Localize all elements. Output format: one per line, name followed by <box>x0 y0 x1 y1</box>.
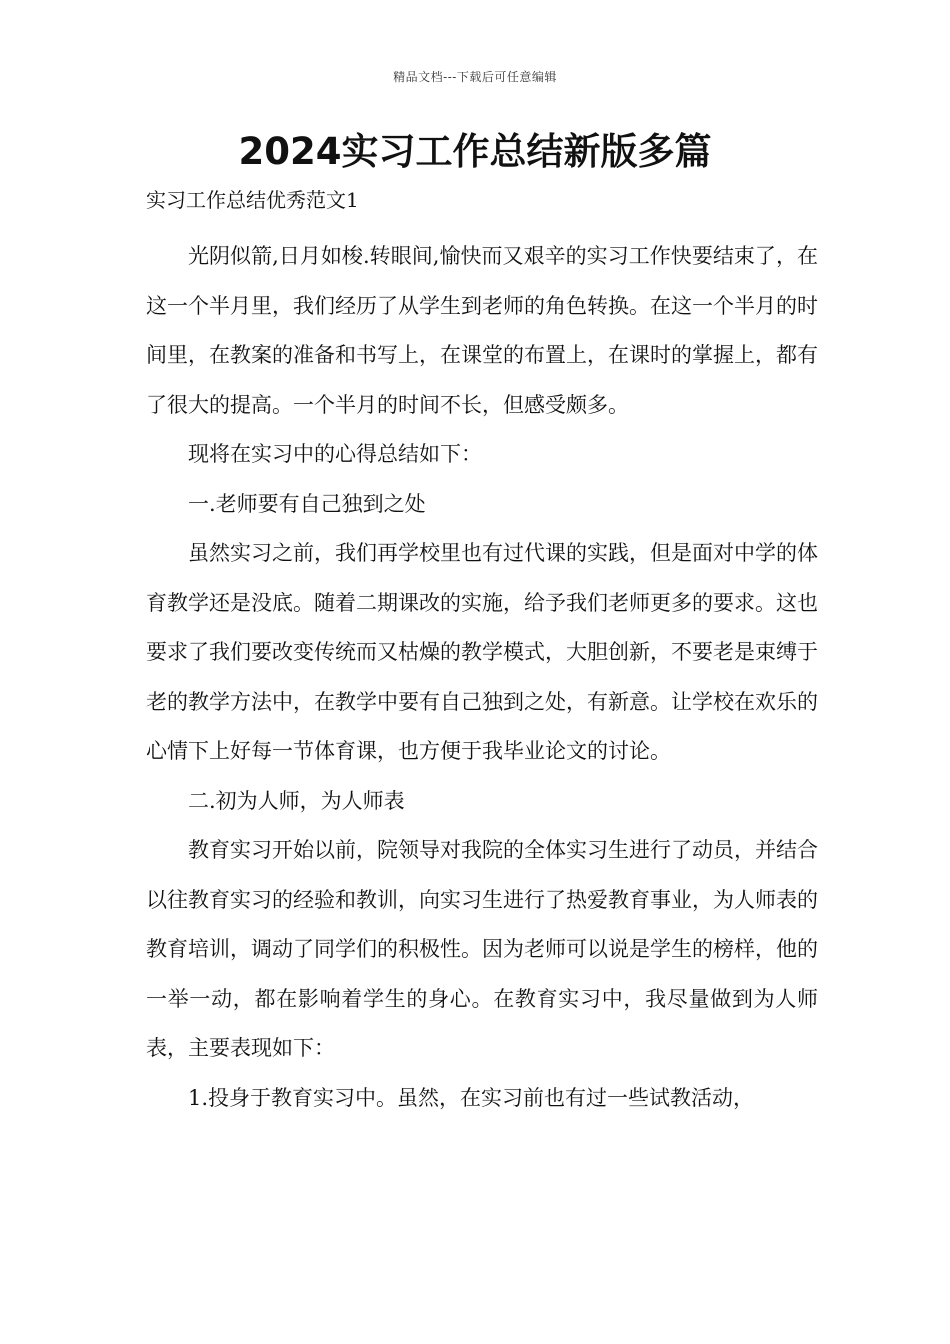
document-title: 2024实习工作总结新版多篇 <box>238 130 712 173</box>
paragraph-section-1: 虽然实习之前，我们再学校里也有过代课的实践，但是面对中学的体育教学还是没底。随着二期课改的实施，给予我们老师更多的要求。这也要求了我们要改变传统而又枯燥的教学模式，大胆创新，不要老是束缚于老的教学方法中，在教学中要有自己独到之处，有新意。让学校在欢乐的心情下上好每一节体育课，也方便于我毕业论文的讨论。 <box>146 541 818 763</box>
paragraph-intro: 光阴似箭,日月如梭.转眼间,愉快而又艰辛的实习工作快要结束了，在这一个半月里，我们经历了从学生到老师的角色转换。在这一个半月的时间里，在教案的准备和书写上，在课堂的布置上，在课时的掌握上，都有了很大的提高。一个半月的时间不长，但感受颇多。 <box>146 244 818 417</box>
heading-section-2: 二.初为人师，为人师表 <box>188 788 405 813</box>
paragraph-section-2: 教育实习开始以前，院领导对我院的全体实习生进行了动员，并结合以往教育实习的经验和教训，向实习生进行了热爱教育事业，为人师表的教育培训，调动了同学们的积极性。因为老师可以说是学生的榜样，他的一举一动，都在影响着学生的身心。在教育实习中，我尽量做到为人师表，主要表现如下： <box>146 838 818 1060</box>
heading-section-1: 一.老师要有自己独到之处 <box>188 491 426 516</box>
header-note: 精品文档---下载后可任意编辑 <box>393 70 557 84</box>
section-subtitle: 实习工作总结优秀范文1 <box>146 188 359 212</box>
paragraph-item-1: 1.投身于教育实习中。虽然，在实习前也有过一些试教活动， <box>188 1085 755 1110</box>
paragraph-summary-lead: 现将在实习中的心得总结如下： <box>188 442 482 466</box>
document-body <box>146 232 818 1123</box>
